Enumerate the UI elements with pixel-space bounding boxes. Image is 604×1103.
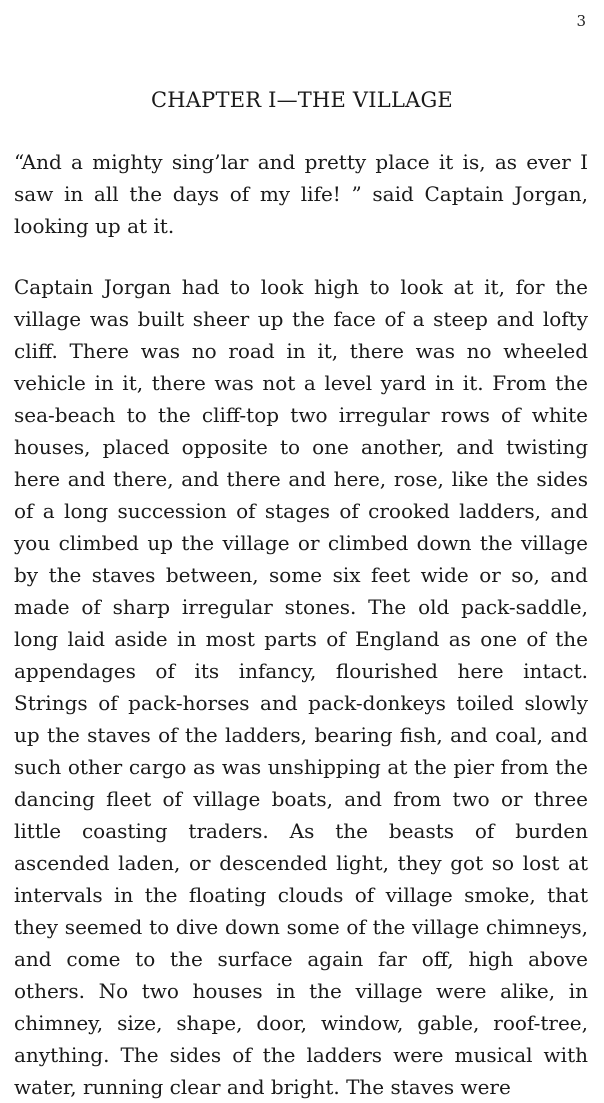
paragraph-2: Captain Jorgan had to look high to look at it, for the village was built sheer up the face of a steep and lofty cliff. There was no road in it, there was no wheeled vehicle in it, there was not a level yard in it. From the sea-beach to the cliff-top two irregular rows of white houses, placed opposite to one another, and twisting here and there, and there and here, rose, like the sides of a long succession of stages of crooked ladders, and you climbed up the village or climbed down the village by the staves between, some six feet wide or so, and made of sharp irregular stones. The old pack-saddle, long laid aside in most parts of England as one of the appendages of its infancy, flourished here intact. Strings of pack-horses and pack-donkeys toiled slowly up the staves of the ladders, bearing fish, and coal, and such other cargo as was unshipping at the pier from the dancing fleet of village boats, and from two or three little coasting traders. As the beasts of burden ascended laden, or descended light, they got so lost at intervals in the floating clouds of village smoke, that they seemed to dive down some of the village chimneys, and come to the surface again far off, high above others. No two houses in the village were alike, in chimney, size, shape, door, window, gable, roof-tree, anything. The sides of the ladders were musical with water, running clear and bright. The staves were	[14, 275, 588, 1099]
chapter-title: CHAPTER I—THE VILLAGE	[151, 88, 453, 112]
page-number: 3	[576, 12, 586, 30]
paragraph-1: “And a mighty sing’lar and pretty place it is, as ever I saw in all the days of my life! ” said Captain Jorgan, looking up at it.	[14, 150, 588, 238]
